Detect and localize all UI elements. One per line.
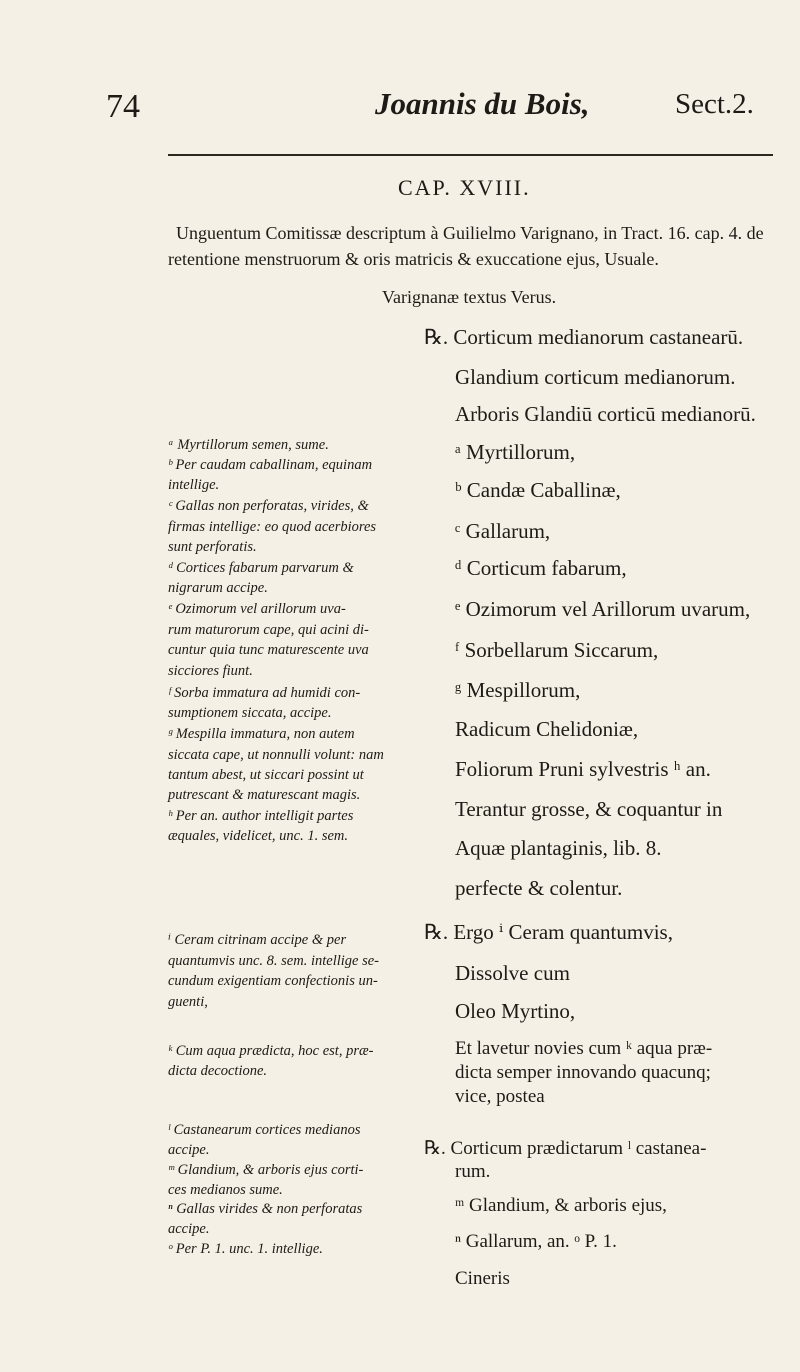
note-line: ᵃ Myrtillorum semen, sume. bbox=[168, 437, 329, 453]
running-title: Joannis du Bois, bbox=[375, 86, 590, 121]
note-line: sicciores fiunt. bbox=[168, 663, 253, 679]
chapter-title: CAP. XVIII. bbox=[398, 175, 531, 200]
note-line: ᵇ Per caudam caballinam, equinam bbox=[168, 457, 373, 473]
recipe-line: ᵐ Glandium, & arboris ejus, bbox=[455, 1195, 667, 1216]
note-line: ᶜ Gallas non perforatas, virides, & bbox=[168, 498, 369, 514]
note-line: guenti, bbox=[168, 994, 208, 1010]
note-line: cundum exigentiam confectionis un- bbox=[168, 973, 378, 989]
recipe-line: Cineris bbox=[455, 1268, 510, 1289]
intro-line: Unguentum Comitissæ descriptum à Guilielmo Varignano, in Tract. 16. cap. 4. de bbox=[176, 223, 764, 243]
note-line: sumptionem siccata, accipe. bbox=[168, 705, 332, 721]
note-line: quantumvis unc. 8. sem. intellige se- bbox=[168, 953, 380, 969]
note-line: ˡ Castanearum cortices medianos bbox=[168, 1122, 361, 1138]
note-line: dicta decoctione. bbox=[168, 1063, 268, 1079]
note-line: ᵐ Glandium, & arboris ejus corti- bbox=[168, 1162, 364, 1178]
note-line: nigrarum accipe. bbox=[168, 580, 268, 596]
page-number: 74 bbox=[106, 88, 140, 125]
note-line: ces medianos sume. bbox=[168, 1182, 283, 1198]
recipe-line: ⁿ Gallarum, an. ᵒ P. 1. bbox=[455, 1231, 617, 1252]
recipe-line: ᶠ Sorbellarum Siccarum, bbox=[455, 638, 659, 662]
recipe-line: Glandium corticum medianorum. bbox=[455, 365, 736, 389]
recipe-line: ᵉ Ozimorum vel Arillorum uvarum, bbox=[455, 597, 751, 621]
recipe-line: Et lavetur novies cum ᵏ aqua præ- bbox=[455, 1038, 713, 1059]
note-line: putrescant & maturescant magis. bbox=[168, 787, 361, 803]
note-line: tantum abest, ut siccari possint ut bbox=[168, 767, 364, 783]
note-line: ⁿ Gallas virides & non perforatas bbox=[168, 1201, 363, 1217]
recipe-line: Arboris Glandiū corticū medianorū. bbox=[455, 402, 756, 426]
recipe-line: ᶜ Gallarum, bbox=[455, 519, 551, 543]
note-line: ᵉ Ozimorum vel arillorum uva- bbox=[168, 601, 346, 617]
recipe-line: ᵍ Mespillorum, bbox=[455, 678, 581, 702]
note-line: cuntur quia tunc maturescente uva bbox=[168, 642, 369, 658]
note-line: intellige. bbox=[168, 477, 220, 493]
intro-paragraph bbox=[168, 220, 788, 272]
recipe-line: ᵃ Myrtillorum, bbox=[455, 440, 576, 464]
recipe-line: perfecte & colentur. bbox=[455, 876, 623, 900]
recipe-line: Terantur grosse, & coquantur in bbox=[455, 797, 723, 821]
recipe-line: ℞. Ergo ⁱ Ceram quantumvis, bbox=[424, 920, 673, 944]
header-rule bbox=[168, 154, 773, 156]
note-line: æquales, videlicet, unc. 1. sem. bbox=[168, 828, 348, 844]
note-line: ᶠ Sorba immatura ad humidi con- bbox=[168, 685, 361, 701]
recipe-line: ᵈ Corticum fabarum, bbox=[455, 556, 627, 580]
recipe-line: vice, postea bbox=[455, 1086, 545, 1107]
recipe-line: Oleo Myrtino, bbox=[455, 999, 576, 1023]
note-line: siccata cape, ut nonnulli volunt: nam bbox=[168, 747, 384, 763]
recipe-line: ℞. Corticum prædictarum ˡ castanea- bbox=[424, 1138, 707, 1159]
recipe-line: ℞. Corticum medianorum castanearū. bbox=[424, 325, 744, 349]
recipe-line: Foliorum Pruni sylvestris ʰ an. bbox=[455, 757, 711, 781]
note-line: ᵈ Cortices fabarum parvarum & bbox=[168, 560, 354, 576]
note-line: accipe. bbox=[168, 1221, 210, 1237]
note-line: ⁱ Ceram citrinam accipe & per bbox=[168, 932, 347, 948]
recipe-line: dicta semper innovando quacunq; bbox=[455, 1062, 711, 1083]
note-line: ʰ Per an. author intelligit partes bbox=[168, 808, 354, 824]
recipe-line: ᵇ Candæ Caballinæ, bbox=[455, 478, 621, 502]
note-line: sunt perforatis. bbox=[168, 539, 257, 555]
note-line: accipe. bbox=[168, 1142, 210, 1158]
recipe-line: Radicum Chelidoniæ, bbox=[455, 717, 639, 741]
section-label: Sect.2. bbox=[675, 88, 754, 120]
note-line: firmas intellige: eo quod acerbiores bbox=[168, 519, 377, 535]
note-line: ᵏ Cum aqua prædicta, hoc est, præ- bbox=[168, 1043, 374, 1059]
note-line: ᵒ Per P. 1. unc. 1. intellige. bbox=[168, 1241, 323, 1257]
recipe-line: rum. bbox=[455, 1161, 491, 1182]
recipe-line: Dissolve cum bbox=[455, 961, 570, 985]
recipe-line: Aquæ plantaginis, lib. 8. bbox=[455, 836, 662, 860]
intro-line: retentione menstruorum & oris matricis & exuccatione ejus, Usuale. bbox=[168, 249, 659, 269]
note-line: rum maturorum cape, qui acini di- bbox=[168, 622, 369, 638]
subheading: Varignanæ textus Verus. bbox=[382, 287, 557, 307]
note-line: ᵍ Mespilla immatura, non autem bbox=[168, 726, 355, 742]
